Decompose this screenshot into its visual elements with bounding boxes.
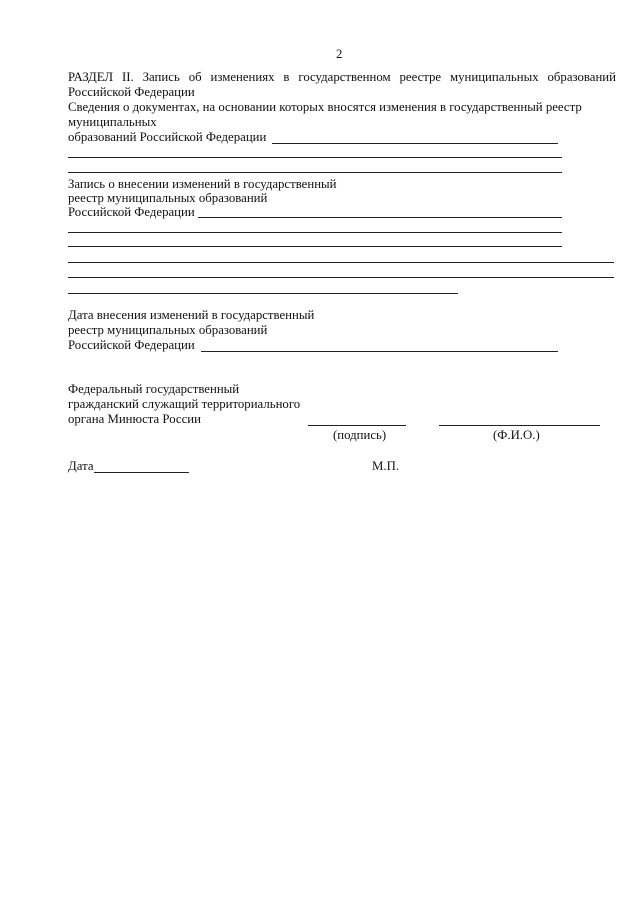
signature-line bbox=[308, 425, 406, 426]
date-changes-line3: Российской Федерации bbox=[68, 338, 195, 352]
record-line1: Запись о внесении изменений в государственный bbox=[68, 177, 337, 191]
record-fill-line-3 bbox=[68, 246, 562, 247]
page-number: 2 bbox=[336, 47, 343, 61]
record-line3: Российской Федерации bbox=[68, 205, 195, 219]
documents-fill-line-1 bbox=[272, 143, 558, 144]
record-line2: реестр муниципальных образований bbox=[68, 191, 268, 205]
documents-fill-line-2 bbox=[68, 157, 562, 158]
record-fill-line-6 bbox=[68, 293, 458, 294]
official-line3: органа Минюста России bbox=[68, 412, 201, 426]
date-changes-fill-line bbox=[201, 351, 558, 352]
signature-caption: (подпись) bbox=[333, 428, 387, 442]
record-fill-line-1 bbox=[198, 217, 562, 218]
date-changes-line2: реестр муниципальных образований bbox=[68, 323, 268, 337]
name-line bbox=[439, 425, 600, 426]
date-label: Дата bbox=[68, 459, 94, 473]
official-line1: Федеральный государственный bbox=[68, 382, 240, 396]
documents-info-line2: муниципальных bbox=[68, 115, 157, 129]
record-fill-line-4 bbox=[68, 262, 614, 263]
section-heading-line2: Российской Федерации bbox=[68, 85, 195, 99]
seal-label: М.П. bbox=[372, 459, 400, 473]
documents-fill-line-3 bbox=[68, 172, 562, 173]
record-fill-line-2 bbox=[68, 232, 562, 233]
name-caption: (Ф.И.О.) bbox=[493, 428, 540, 442]
documents-info-line1: Сведения о документах, на основании которых вносятся изменения в государственный реестр bbox=[68, 100, 582, 114]
date-fill-line bbox=[94, 472, 189, 473]
section-heading-line1: РАЗДЕЛ II. Запись об изменениях в государственном реестре муниципальных образований bbox=[68, 70, 616, 84]
record-fill-line-5 bbox=[68, 277, 614, 278]
documents-info-line3: образований Российской Федерации bbox=[68, 130, 267, 144]
date-changes-line1: Дата внесения изменений в государственный bbox=[68, 308, 315, 322]
official-line2: гражданский служащий территориального bbox=[68, 397, 301, 411]
